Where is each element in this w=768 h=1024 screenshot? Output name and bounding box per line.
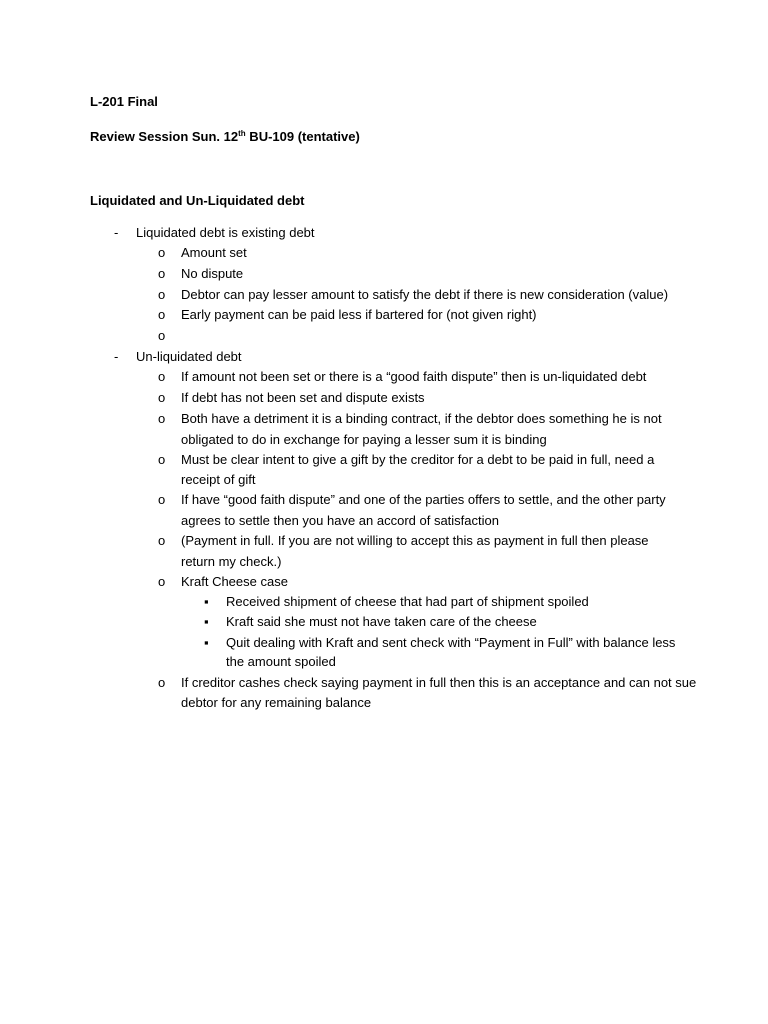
dash-bullet: - [114,349,119,364]
list-item-continuation: agrees to settle then you have an accord of satisfaction [181,513,499,528]
section-heading: Liquidated and Un-Liquidated debt [90,193,305,208]
sub-list-item: Kraft said she must not have taken care of the cheese [226,614,537,629]
list-item-continuation: debtor for any remaining balance [181,695,372,710]
review-session-superscript: th [238,129,246,138]
circle-bullet: o [158,574,166,589]
circle-bullet: o [158,245,166,260]
circle-bullet: o [158,675,166,690]
list-item: If creditor cashes check saying payment in full then this is an acceptance and can not sue [181,675,697,690]
liquidated-label: Liquidated debt is existing debt [136,225,315,240]
list-item: Must be clear intent to give a gift by the creditor for a debt to be paid in full, need a [181,452,655,467]
list-item: Debtor can pay lesser amount to satisfy the debt if there is new consideration (value) [181,287,669,302]
sub-list-item: Quit dealing with Kraft and sent check with “Payment in Full” with balance less [226,635,676,650]
circle-bullet: o [158,266,166,281]
circle-bullet-empty: o [158,328,166,343]
circle-bullet: o [158,411,166,426]
square-bullet: ▪ [204,635,209,650]
list-item-continuation: return my check.) [181,554,282,569]
dash-bullet: - [114,225,119,240]
list-item: If debt has not been set and dispute exists [181,390,425,405]
list-item: Both have a detriment it is a binding contract, if the debtor does something he is not [181,411,662,426]
circle-bullet: o [158,452,166,467]
doc-title: L-201 Final [90,94,158,109]
sub-list-item-continuation: the amount spoiled [226,654,336,669]
review-session-line [90,127,360,147]
sub-list-item: Received shipment of cheese that had part of shipment spoiled [226,594,589,609]
square-bullet: ▪ [204,594,209,609]
list-item: Early payment can be paid less if bartered for (not given right) [181,307,537,322]
circle-bullet: o [158,390,166,405]
circle-bullet: o [158,287,166,302]
review-session-location: BU-109 (tentative) [245,129,360,144]
circle-bullet: o [158,307,166,322]
review-session-text: Review Session Sun. 12 [90,129,239,144]
circle-bullet: o [158,533,166,548]
list-item: If have “good faith dispute” and one of the parties offers to settle, and the other party [181,492,666,507]
list-item: (Payment in full. If you are not willing to accept this as payment in full then please [181,533,649,548]
list-item: Amount set [181,245,247,260]
circle-bullet: o [158,492,166,507]
list-item: Kraft Cheese case [181,574,288,589]
unliquidated-label: Un-liquidated debt [136,349,242,364]
list-item: No dispute [181,266,244,281]
list-item: If amount not been set or there is a “good faith dispute” then is un-liquidated debt [181,369,647,384]
square-bullet: ▪ [204,614,209,629]
list-item-continuation: receipt of gift [181,472,256,487]
circle-bullet: o [158,369,166,384]
list-item-continuation: obligated to do in exchange for paying a lesser sum it is binding [181,432,547,447]
